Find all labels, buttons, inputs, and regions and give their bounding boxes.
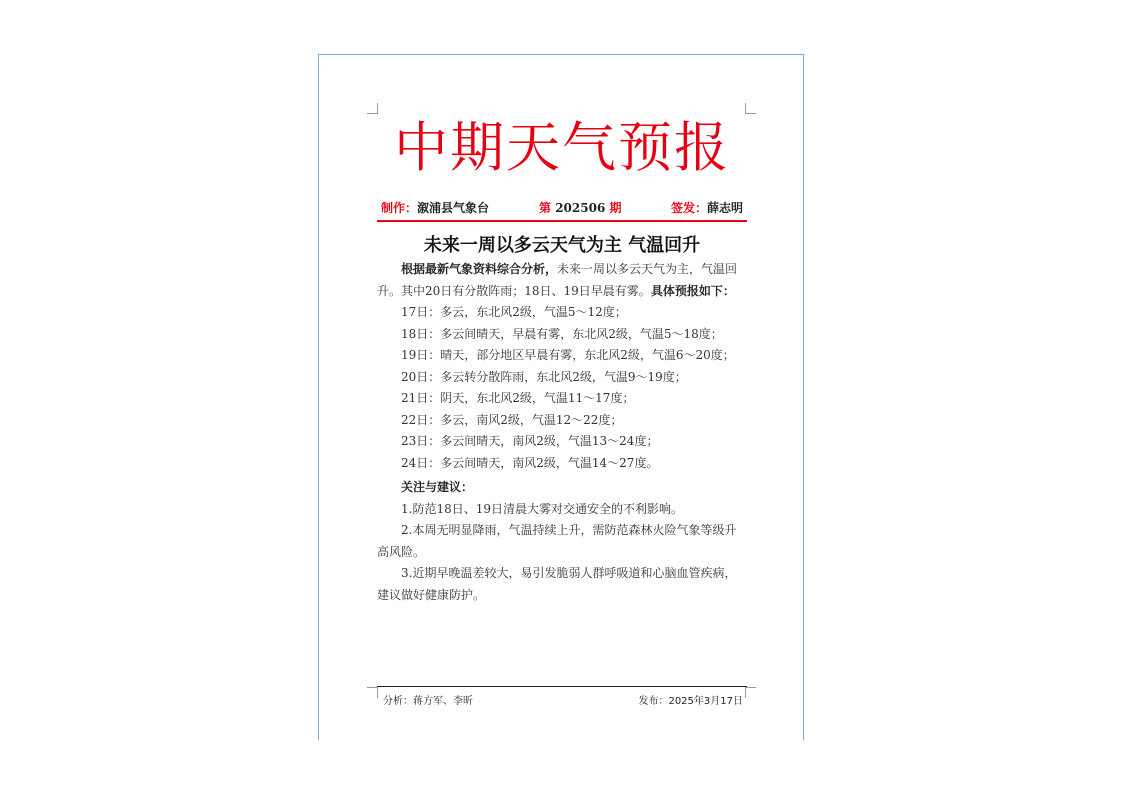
producer-name: 溆浦县气象台 [417, 201, 490, 215]
margin-corner-top-right [745, 103, 756, 114]
issue-suffix: 期 [609, 201, 622, 215]
advice-item: 3.近期早晚温差较大，易引发脆弱人群呼吸道和心脑血管疾病，建议做好健康防护。 [377, 566, 737, 602]
intro-lead: 根据最新气象资料综合分析， [401, 262, 558, 276]
signer-label: 签发： [670, 201, 707, 215]
release-date: 发布：2025年3月17日 [638, 696, 743, 707]
signer [671, 198, 743, 218]
issue-number [539, 198, 622, 218]
forecast-day: 17日：多云，东北风2级，气温5～12度； [401, 305, 627, 319]
intro-text: 未来一周以多云天气为主，气温回升。其中20日有分散阵雨；18日、19日早晨有雾。 [377, 262, 738, 298]
signer-name: 薛志明 [706, 201, 743, 215]
forecast-day: 19日：晴天，部分地区早晨有雾，东北风2级，气温6～20度； [401, 348, 735, 362]
issue-prefix: 第 [539, 201, 552, 215]
document-page [318, 54, 804, 740]
advice-item: 1.防范18日、19日清晨大雾对交通安全的不利影响。 [401, 501, 683, 516]
forecast-body [377, 259, 747, 606]
producer-label: 制作： [381, 201, 418, 215]
intro-tail: 具体预报如下： [650, 283, 735, 298]
forecast-day: 20日：多云转分散阵雨，东北风2级，气温9～19度； [401, 369, 687, 384]
forecast-day: 18日：多云间晴天，早晨有雾，东北风2级，气温5～18度； [401, 326, 723, 341]
advice-item: 2.本周无明显降雨，气温持续上升，需防范森林火险气象等级升高风险。 [377, 523, 737, 559]
margin-corner-top-left [367, 103, 378, 114]
headline: 未来一周以多云天气为主 气温回升 [423, 235, 701, 256]
intro-paragraph [377, 259, 747, 302]
issue-number-value: 202506 [555, 201, 606, 215]
producer [381, 198, 489, 218]
red-divider [377, 220, 747, 222]
forecast-day: 24日：多云间晴天，南风2级，气温14～27度。 [401, 455, 659, 470]
masthead-title: 中期天气预报 [394, 116, 730, 179]
issue-line [377, 198, 747, 218]
forecast-day: 21日：阴天，东北风2级，气温11～17度； [401, 391, 635, 405]
footer-divider [377, 686, 747, 687]
forecast-day: 22日：多云，南风2级，气温12～22度； [401, 412, 623, 427]
analysts: 分析：蒋方军、李昕 [383, 696, 473, 707]
footer [377, 694, 747, 710]
advice-heading: 关注与建议： [401, 480, 474, 494]
forecast-day: 23日：多云间晴天，南风2级，气温13～24度； [401, 434, 659, 448]
